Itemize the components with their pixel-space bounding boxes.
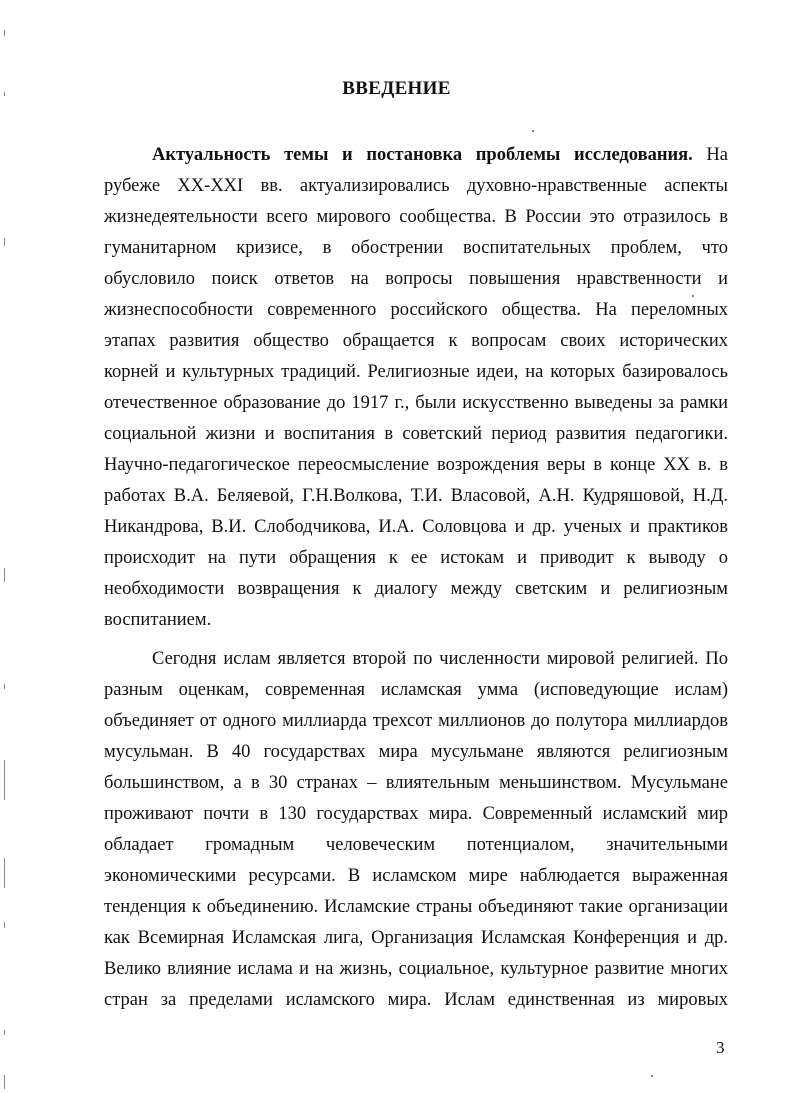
paragraph-line: жизнедеятельности всего мирового сообщества. В России это отразилось в bbox=[104, 207, 728, 227]
paragraph-line: воспитанием. bbox=[104, 610, 212, 630]
paragraph-line bbox=[152, 140, 728, 170]
paragraph-line: экономическими ресурсами. В исламском мире наблюдается выраженная bbox=[104, 866, 728, 886]
paragraph-line: Сегодня ислам является второй по численности мировой религией. По bbox=[152, 649, 728, 669]
paragraph-line: жизнеспособности современного российского общества. На переломных bbox=[104, 300, 728, 320]
paragraph-line: необходимости возвращения к диалогу между светским и религиозным bbox=[104, 579, 728, 599]
paragraph-text: На bbox=[692, 145, 728, 165]
paragraph-line: рубеже XX-XXI вв. актуализировались духовно-нравственные аспекты bbox=[104, 176, 728, 196]
paragraph-line: Научно-педагогическое переосмысление возрождения веры в конце XX в. в bbox=[104, 455, 728, 475]
page-number: 3 bbox=[716, 1038, 725, 1057]
paragraph-line: объединяет от одного миллиарда трехсот миллионов до полутора миллиардов bbox=[104, 711, 728, 731]
scan-speck bbox=[532, 130, 534, 132]
section-lead: Актуальность темы и постановка проблемы исследования. bbox=[152, 145, 693, 165]
paragraph-line: тенденция к объединению. Исламские страны объединяют такие организации bbox=[104, 897, 728, 917]
paragraph-line: как Всемирная Исламская лига, Организация Исламская Конференция и др. bbox=[104, 928, 728, 948]
paragraph-line: социальной жизни и воспитания в советский период развития педагогики. bbox=[104, 424, 728, 444]
scan-artifact bbox=[4, 238, 5, 246]
scan-speck bbox=[651, 1075, 653, 1077]
scan-artifact bbox=[4, 760, 5, 800]
paragraph-line: разным оценкам, современная исламская умма (исповедующие ислам) bbox=[104, 680, 728, 700]
scan-artifact bbox=[4, 858, 5, 888]
paragraph-line: гуманитарном кризисе, в обострении воспитательных проблем, что bbox=[104, 238, 728, 258]
paragraph-line: этапах развития общество обращается к вопросам своих исторических bbox=[104, 331, 728, 351]
paragraph-line: Велико влияние ислама и на жизнь, социальное, культурное развитие многих bbox=[104, 959, 728, 979]
scan-artifact bbox=[4, 1075, 5, 1089]
scan-artifact bbox=[4, 1030, 5, 1035]
paragraph-line: корней и культурных традиций. Религиозные идеи, на которых базировалось bbox=[104, 362, 728, 382]
paragraph-line: работах В.А. Беляевой, Г.Н.Волкова, Т.И. Власовой, А.Н. Кудряшовой, Н.Д. bbox=[104, 486, 728, 506]
paragraph-line: отечественное образование до 1917 г., были искусственно выведены за рамки bbox=[104, 393, 728, 413]
paragraph-line: обусловило поиск ответов на вопросы повышения нравственности и bbox=[104, 269, 728, 289]
paragraph-line: происходит на пути обращения к ее истокам и приводит к выводу о bbox=[104, 548, 728, 568]
scan-artifact bbox=[4, 922, 5, 928]
paragraph-line: Никандрова, В.И. Слободчикова, И.А. Соловцова и др. ученых и практиков bbox=[104, 517, 728, 537]
scan-artifact bbox=[4, 30, 5, 36]
paragraph-line: стран за пределами исламского мира. Ислам единственная из мировых bbox=[104, 990, 728, 1010]
scan-artifact bbox=[4, 568, 5, 582]
paragraph-line: мусульман. В 40 государствах мира мусульмане являются религиозным bbox=[104, 742, 728, 762]
paragraph-line: проживают почти в 130 государствах мира. Современный исламский мир bbox=[104, 804, 728, 824]
paragraph-line: большинством, а в 30 странах – влиятельным меньшинством. Мусульмане bbox=[104, 773, 728, 793]
paragraph-line: обладает громадным человеческим потенциалом, значительными bbox=[104, 835, 728, 855]
scan-artifact bbox=[4, 684, 5, 689]
page-title: ВВЕДЕНИЕ bbox=[342, 78, 451, 99]
